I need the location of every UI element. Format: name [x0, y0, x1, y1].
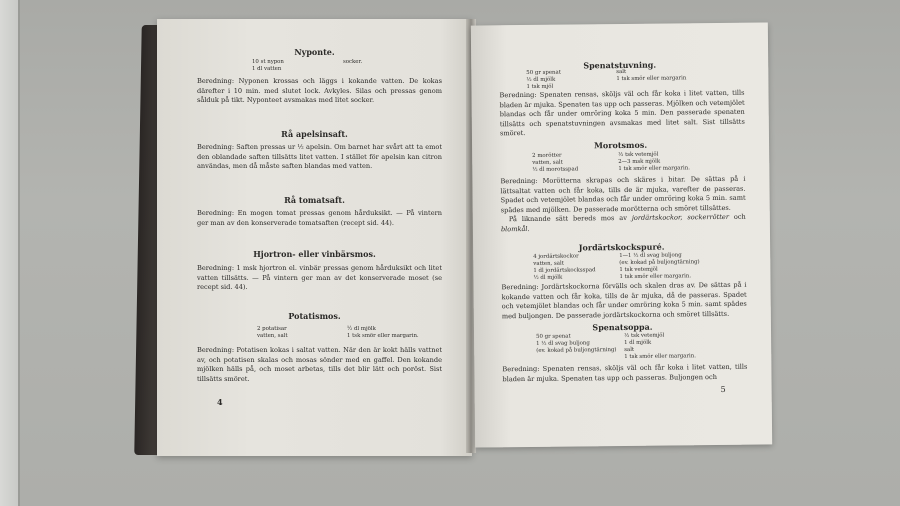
ingredients-potatismos-left: 2 potatisar vatten, salt [257, 326, 288, 339]
ingredients-spenatstuvning-left: 50 gr spenat ½ dl mjölk 1 tsk mjöl [526, 69, 561, 90]
heading-jordartskockspure: Jordärtskockspuré. [578, 241, 665, 253]
ingredients-spenatsoppa-right: ½ tsk vetemjöl 1 dl mjölk salt 1 tsk smör eller margarin. [624, 332, 696, 360]
heading-spenatstuvning: Spenatstuvning. [583, 59, 657, 71]
body-potatismos: Beredning: Potatisen kokas i saltat vatten. När den är kokt hälls vattnet av, och potatisen skalas och mosas sönder med en gaffel. Den kokande mjölken hälls på, och moset arbetas, tills det blir lätt och poröst. Sist tillsätts smöret. [197, 346, 442, 383]
heading-morotsmos: Morotsmos. [593, 139, 648, 151]
heading-tomatsaft: Rå tomatsaft. [284, 195, 345, 205]
ingredients-nyponte-right: socker. [343, 59, 363, 65]
body-hjortron: Beredning: 1 msk hjortron el. vinbär pressas genom hårduksikt och litet vatten tillsätts. — På vintern ger man av det konserverade moset (se recept sid. 44). [197, 264, 442, 292]
body-apelsinsaft: Beredning: Saften pressas ur ½ apelsin. Om barnet har svårt att ta emot den oblandade saften tillsätts litet vatten. I stället för apelsin kan citron användas, men då måste saften blandas med vatten. [197, 143, 442, 171]
variants-prefix: På liknande sätt bereds mos av [508, 213, 632, 224]
ingredients-morotsmos-right: ½ tsk vetemjöl 2—3 msk mjölk 1 tsk smör eller margarin. [618, 151, 690, 173]
page-number-left: 4 [217, 397, 223, 407]
heading-nyponte: Nyponte. [294, 47, 335, 57]
wall [0, 0, 18, 506]
body-spenatstuvning: Beredning: Spenaten rensas, sköljs väl och får koka i litet vatten, tills bladen är mjuka. Spenaten tas upp och passeras. Mjölken och vetemjölet blandas och får under omröring koka 5 min. Den passerade spenaten tillsätts och spenatstuvningen avsmakas med litet salt. Sist tillsätts smöret. [499, 88, 745, 138]
ingredients-spenatsoppa-left: 50 gr spenat 1 ½ dl svag buljong (ev. kokad på buljongtärning) [536, 333, 617, 354]
body-jordartskockspure: Beredning: Jordärtskockorna förvälls och skalen dras av. De sättas på i kokande vatten och får koka, tills de är mjuka, då de passeras. Spadet och vetemjölet blandas och får under omröring koka 5 min. samt spädes med buljongen. De passerade jordärtskockorna och smöret tillsätts. [501, 280, 747, 321]
body-nyponte: Beredning: Nyponen krossas och läggs i kokande vatten. De kokas därefter i 10 min. med slutet lock. Avkyles. Silas och pressas genom sålduk på tikt. Nyponteet avsmakas med litet socker. [197, 77, 442, 105]
ingredients-potatismos-right: ½ dl mjölk 1 tsk smör eller margarin. [347, 326, 419, 339]
ingredients-morotsmos-left: 2 morötter vatten, salt ½ dl morotsspad [532, 152, 579, 173]
variants-mid: och [728, 212, 746, 221]
variants-italic: jordärtskockor, sockerrötter [631, 212, 729, 222]
floor-edge [18, 0, 20, 506]
body-morotsmos-variants [501, 213, 746, 235]
heading-potatismos: Potatismos. [288, 311, 341, 321]
ingredients-nyponte-left: 10 st nypon 1 dl vatten [252, 59, 284, 72]
page-number-right: 5 [720, 384, 726, 394]
right-page [471, 22, 772, 447]
variants-italic-2: blomkål. [500, 224, 530, 233]
body-morotsmos: Beredning: Morötterna skrapas och skäres i bitar. De sättas på i lättsaltat vatten och får koka, tills de är mjuka, varefter de passeras. Spadet och vetemjölet blandas och får under omröring koka 5 min. samt spädes med mjölken. De passerade morötterna och smöret tillsättes. [500, 174, 746, 215]
ingredients-spenatstuvning-right: salt 1 tsk smör eller margarin [616, 68, 687, 83]
ingredients-jordartskockspure-left: 4 jordärtskockor vatten, salt 1 dl jordärtskocksspad ½ dl mjölk [533, 253, 596, 281]
heading-apelsinsaft: Rå apelsinsaft. [281, 129, 348, 139]
ingredients-jordartskockspure-right: 1—1 ½ dl svag buljong (ev. kokad på buljongtärning) 1 tsk vetemjöl 1 tsk smör eller margarin. [619, 252, 700, 281]
left-page [157, 19, 472, 456]
heading-hjortron: Hjortron- eller vinbärsmos. [253, 249, 376, 259]
body-tomatsaft: Beredning: En mogen tomat pressas genom hårduksikt. — På vintern ger man av den konserverade tomatsaften (recept sid. 44). [197, 209, 442, 227]
heading-spenatsoppa: Spenatsoppa. [592, 321, 653, 333]
body-spenatsoppa: Beredning: Spenaten rensas, sköljs väl och får koka i litet vatten, tills bladen är mjuka. Spenaten tas upp och passeras. Buljongen och [502, 362, 748, 383]
